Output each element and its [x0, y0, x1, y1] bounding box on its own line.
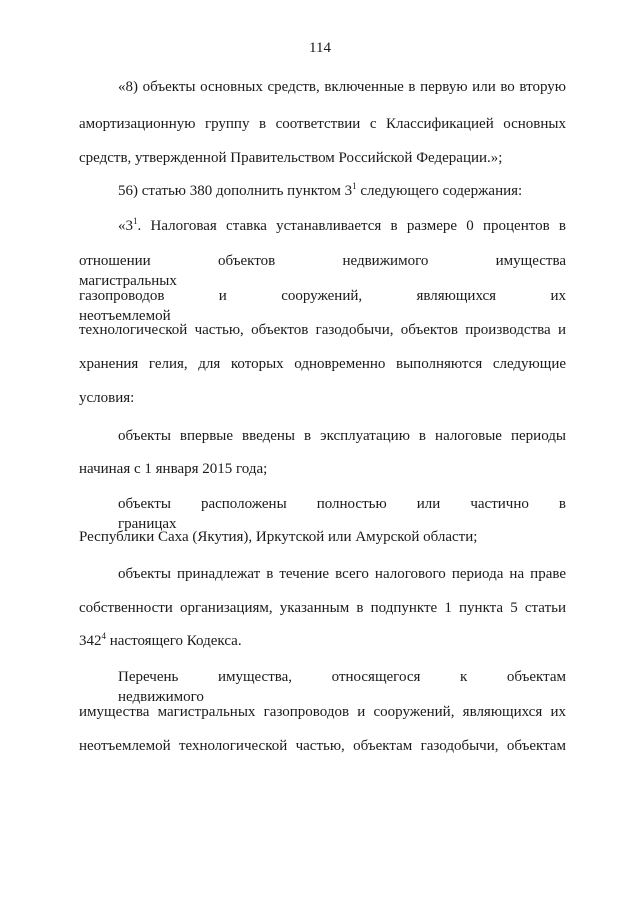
- text-line: условия:: [79, 390, 135, 406]
- text-span: настоящего Кодекса.: [106, 633, 242, 649]
- text-line: технологической частью, объектов газодобычи, объектов производства и: [79, 322, 566, 338]
- text-line: собственности организациям, указанным в подпункте 1 пункта 5 статьи: [79, 600, 566, 616]
- text-line: объекты принадлежат в течение всего налогового периода на праве: [118, 566, 566, 582]
- text-line: [118, 216, 566, 236]
- superscript: 1: [352, 181, 357, 191]
- text-line: неотъемлемой технологической частью, объектам газодобычи, объектам: [79, 738, 566, 754]
- page-number: 114: [309, 40, 331, 56]
- text-line: Республики Саха (Якутия), Иркутской или Амурской области;: [79, 529, 478, 545]
- text-line: хранения гелия, для которых одновременно выполняются следующие: [79, 356, 566, 372]
- text-span: 342: [79, 633, 102, 649]
- text-span: следующего содержания:: [356, 183, 523, 199]
- text-line: газопроводов и сооружений, являющихся их неотъемлемой: [79, 288, 566, 324]
- text-line: [118, 181, 522, 201]
- text-line: имущества магистральных газопроводов и сооружений, являющихся их: [79, 704, 566, 720]
- text-span: . Налоговая ставка устанавливается в размере 0 процентов в: [137, 218, 566, 234]
- text-span: «3: [118, 218, 133, 234]
- text-span: 56) статью 380 дополнить пунктом 3: [118, 183, 353, 199]
- text-line: отношении объектов недвижимого имущества магистральных: [79, 253, 566, 289]
- text-line: амортизационную группу в соответствии с Классификацией основных: [79, 116, 566, 132]
- text-line: «8) объекты основных средств, включенные в первую или во вторую: [118, 79, 566, 95]
- text-line: Перечень имущества, относящегося к объектам недвижимого: [118, 669, 566, 705]
- text-line: средств, утвержденной Правительством Российской Федерации.»;: [79, 150, 503, 166]
- text-line: объекты расположены полностью или частично в границах: [118, 496, 566, 532]
- superscript: 4: [101, 631, 106, 641]
- superscript: 1: [133, 216, 138, 226]
- text-line: объекты впервые введены в эксплуатацию в налоговые периоды: [118, 428, 566, 444]
- text-line: [79, 631, 242, 651]
- text-line: начиная с 1 января 2015 года;: [79, 461, 268, 477]
